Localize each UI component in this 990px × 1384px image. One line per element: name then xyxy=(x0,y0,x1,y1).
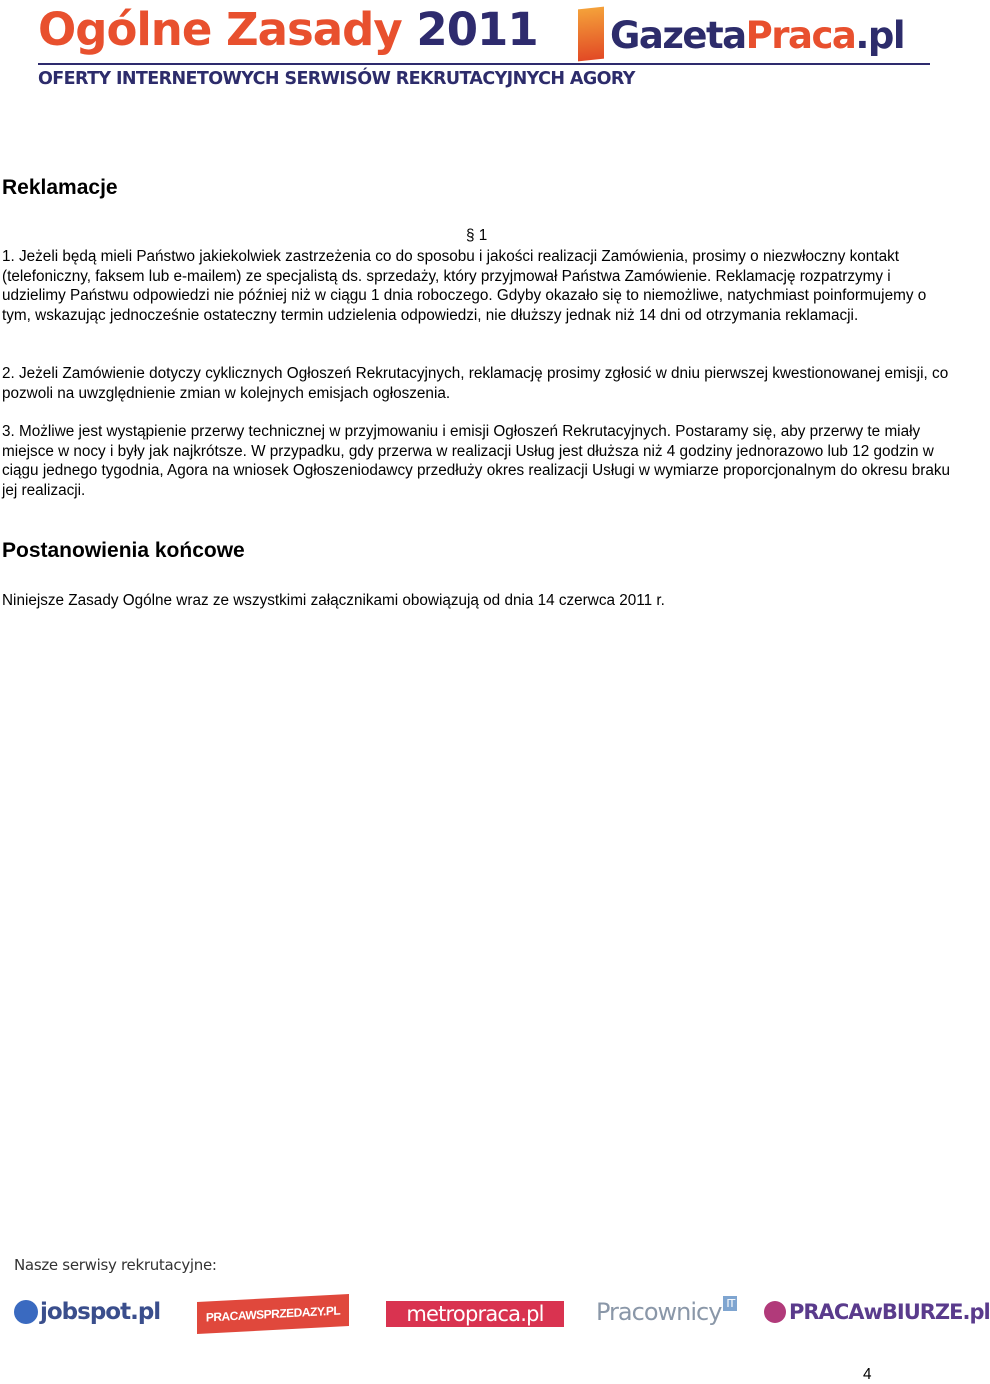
pracownicy-it-badge: IT xyxy=(723,1296,737,1311)
gazetapraca-logo-icon xyxy=(578,7,604,62)
gazetapraca-logo xyxy=(578,2,904,60)
jobspot-logo-text: jobspot.pl xyxy=(40,1299,161,1325)
page-number: 4 xyxy=(863,1366,872,1383)
metropraca-logo xyxy=(386,1301,564,1327)
reklamacje-point-1: 1. Jeżeli będą mieli Państwo jakiekolwiek zastrzeżenia co do sposobu i jakości realizacji Zamówienia, prosimy o niezwłoczny kontakt (telefoniczny, faksem lub e-mailem) ze specjalistą ds. sprzedaży, który przyjmował Państwa Zamówienie. Reklamację rozpatrzymy i udzielimy Państwu odpowiedzi nie później niż w ciągu 1 dnia roboczego. Gdyby okazało się to niemożliwe, natychmiast poinformujemy o tym, wskazując jednocześnie ostateczny termin udzielenia odpowiedzi, nie dłuższy jednak niż 14 dni od otrzymania reklamacji. xyxy=(2,248,927,324)
jobspot-logo-icon xyxy=(14,1300,38,1324)
reklamacje-point-2: 2. Jeżeli Zamówienie dotyczy cyklicznych Ogłoszeń Rekrutacyjnych, reklamację prosimy zgłosić w dniu pierwszej kwestionowanej emisji, co pozwoli na uwzględnienie zmian w kolejnych emisjach ogłoszenia. xyxy=(2,365,949,402)
metropraca-logo-text: metropraca.pl xyxy=(406,1302,544,1326)
pracawbiurze-logo xyxy=(764,1292,990,1332)
section-heading-postanowienia: Postanowienia końcowe xyxy=(2,539,245,562)
paragraph-mark: § 1 xyxy=(466,227,488,244)
logo-part-gazeta: Gazeta xyxy=(610,14,746,57)
logo-part-domain: .pl xyxy=(855,14,905,57)
document-title-year: 2011 xyxy=(416,3,538,56)
section-heading-reklamacje: Reklamacje xyxy=(2,176,118,199)
document-title xyxy=(38,2,538,58)
header-divider xyxy=(38,63,930,65)
pracownicy-logo-text: Pracownicy xyxy=(596,1298,722,1326)
pracawbiurze-logo-icon xyxy=(764,1301,786,1323)
document-title-main: Ogólne Zasady xyxy=(38,3,402,56)
recruitment-services-logos xyxy=(0,1292,990,1336)
final-provisions-text: Niniejsze Zasady Ogólne wraz ze wszystkimi załącznikami obowiązują od dnia 14 czerwca 2011 r. xyxy=(2,592,665,609)
jobspot-logo xyxy=(14,1292,160,1332)
gazetapraca-logo-text xyxy=(610,12,904,60)
header-subtitle: OFERTY INTERNETOWYCH SERWISÓW REKRUTACYJNYCH AGORY xyxy=(38,69,635,89)
pracawsprzedazy-logo xyxy=(197,1294,349,1334)
pracawbiurze-logo-text: PRACAwBIURZE.pl xyxy=(789,1300,990,1324)
footer-label: Nasze serwisy rekrutacyjne: xyxy=(14,1256,217,1274)
logo-part-praca: Praca xyxy=(745,14,856,57)
pracownicy-it-logo xyxy=(596,1292,737,1332)
pracawsprzedazy-logo-text: PRACAWSPRZEDAZY.PL xyxy=(205,1303,341,1325)
reklamacje-point-3: 3. Możliwe jest wystąpienie przerwy technicznej w przyjmowaniu i emisji Ogłoszeń Rekrutacyjnych. Postaramy się, aby przerwy te miały miejsce w nocy i były jak najkrótsze. W przypadku, gdy przerwa w realizacji Usług jest dłuższa niż 4 godziny jednorazowo lub 12 godzin w ciągu jednego tygodnia, Agora na wniosek Ogłoszeniodawcy przedłuży okres realizacji Usługi w wymiarze proporcjonalnym do okresu braku jej realizacji. xyxy=(2,423,951,499)
